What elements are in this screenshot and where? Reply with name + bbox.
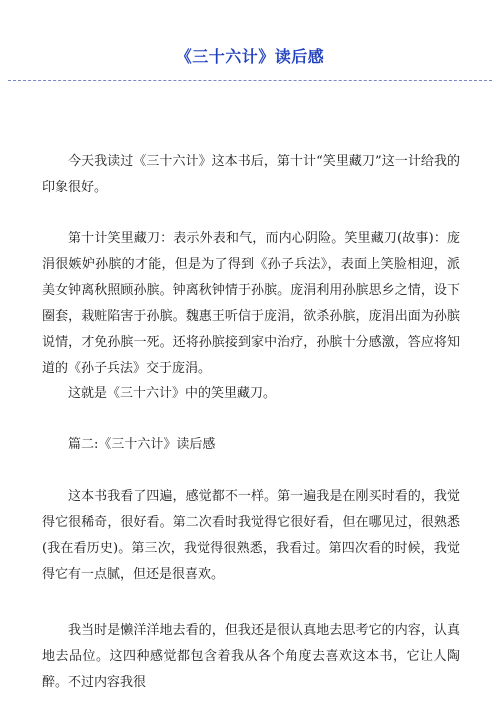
title-divider [8, 80, 492, 81]
paragraph: 今天我读过《三十六计》这本书后，第十计“笑里藏刀”这一计给我的印象很好。 [42, 154, 460, 195]
paragraph: 第十计笑里藏刀：表示外表和气，而内心阴险。笑里藏刀(故事)：庞涓很嫉妒孙膑的才能，但是为了得到《孙子兵法》，表面上笑脸相迎，派美女钟离秋照顾孙膑。钟离秋钟情于孙膑。庞涓利用孙膑思乡之情，设下圈套，栽赃陷害于孙膑。魏惠王听信于庞涓，欲杀孙膑，庞涓出面为孙膑说情，才免孙膑一死。还将孙膑接到家中治疗，孙膑十分感激，答应将知道的《孙子兵法》交于庞涓。 [42, 231, 460, 376]
paragraph: 这就是《三十六计》中的笑里藏刀。 [68, 386, 277, 401]
paragraph: 我当时是懒洋洋地去看的，但我还是很认真地去思考它的内容，认真地去品位。这四种感觉都包含着我从各个角度去喜欢这本书，它让人陶醉。不过内容我很 [42, 623, 460, 690]
paragraph: 这本书我看了四遍，感觉都不一样。第一遍我是在刚买时看的，我觉得它很稀奇，很好看。第二次看时我觉得它很好看，但在哪见过，很熟悉(我在看历史)。第三次，我觉得很熟悉，我看过。第四次看的时候，我觉得它有一点腻，但还是很喜欢。 [42, 489, 460, 582]
document-title: 《三十六计》读后感 [175, 47, 325, 66]
section-heading: 篇二:《三十六计》读后感 [68, 437, 216, 452]
